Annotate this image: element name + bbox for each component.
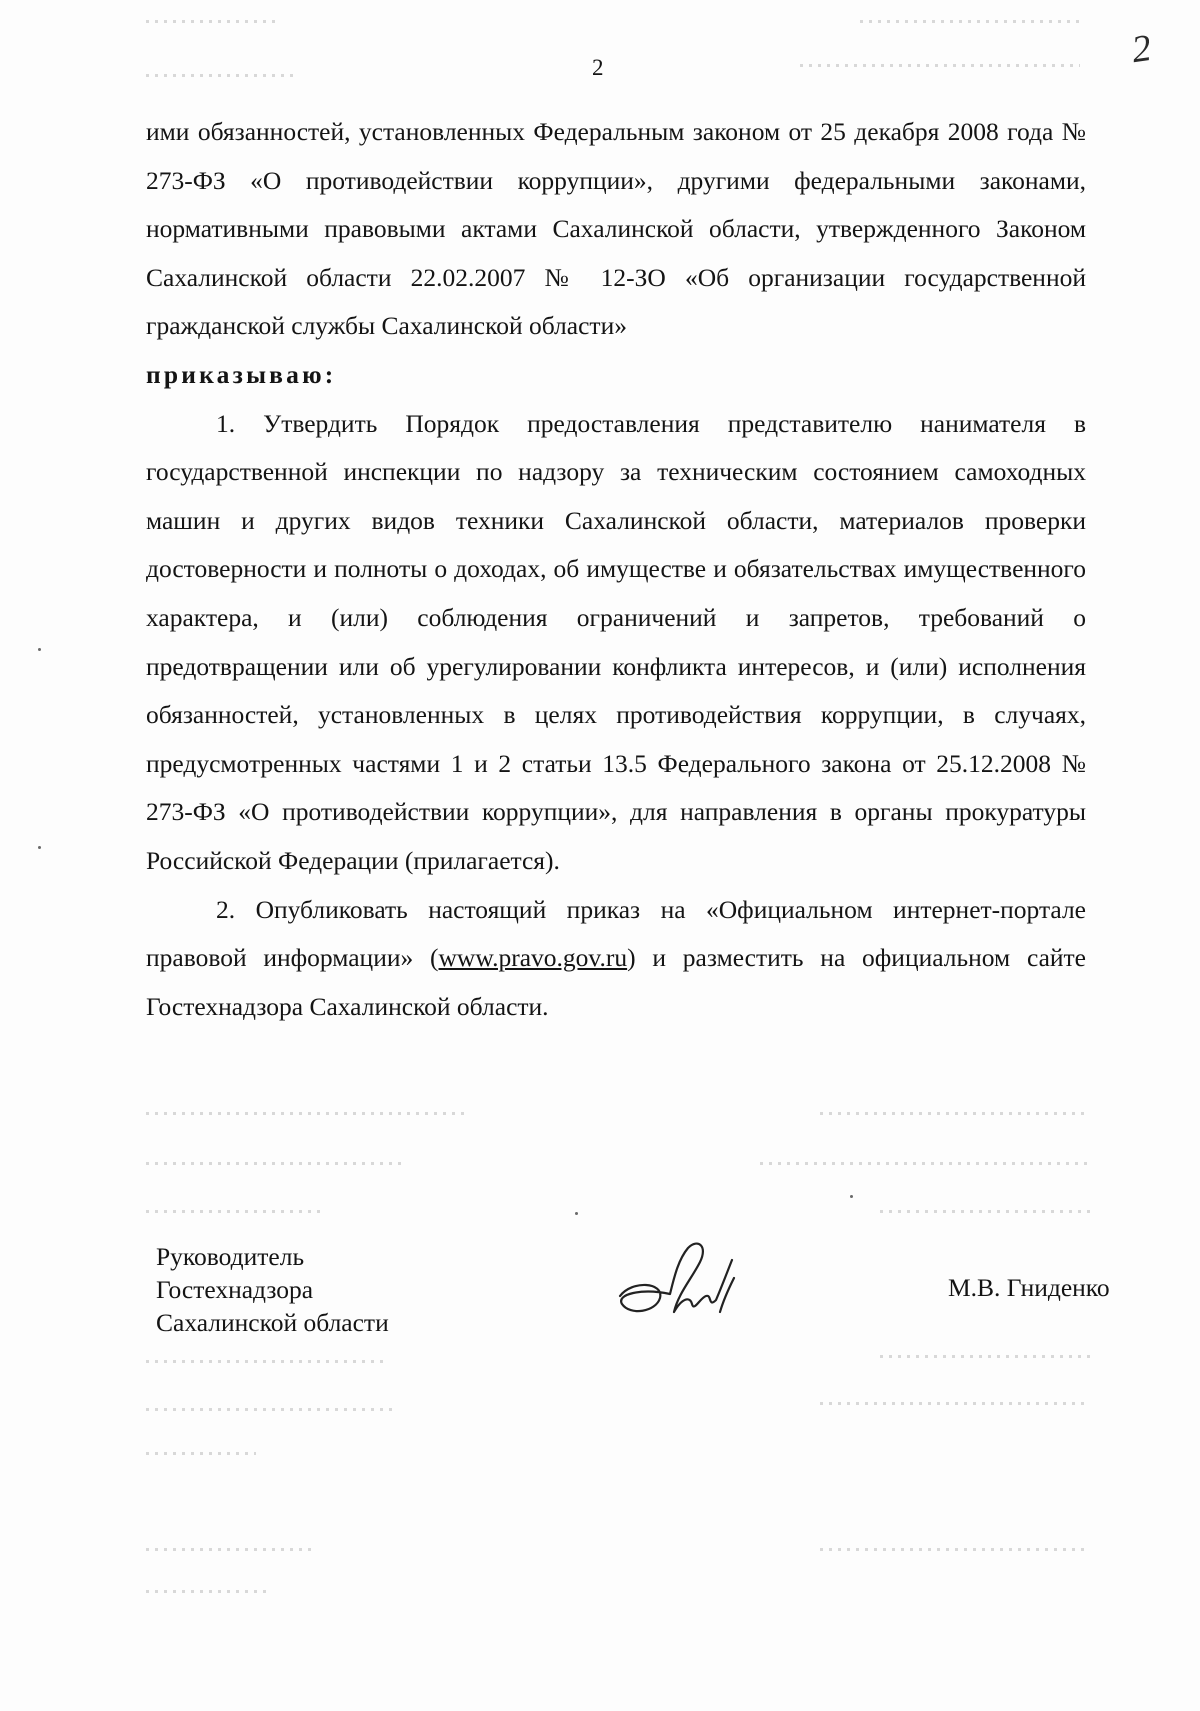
handwritten-page-number: 2 [1129, 26, 1154, 72]
scan-dot [850, 1195, 853, 1198]
scan-noise [146, 1210, 326, 1213]
signatory-position [156, 1240, 389, 1339]
scan-noise [146, 1548, 316, 1551]
order-item-2-text-start: 2. Опубликовать настоящий приказ на «Официальном интернет-портале правовой информации» ( [146, 894, 1086, 973]
signatory-position-line: Гостехнадзора [156, 1275, 314, 1304]
scan-noise [800, 64, 1080, 67]
page-number: 2 [592, 55, 604, 80]
order-item-2 [146, 886, 1086, 1032]
scan-noise [760, 1162, 1090, 1165]
scan-noise [880, 1355, 1090, 1358]
signer-name: М.В. Гниденко [948, 1273, 1110, 1302]
scan-noise [146, 1452, 256, 1455]
order-item-2-text-end: ) и разместить на официальном сайте Гостехнадзора Сахалинской области. [146, 943, 1087, 1021]
signatory-position-line: Сахалинской области [156, 1308, 389, 1337]
order-word: приказываю: [146, 359, 337, 389]
handwritten-signature [612, 1238, 737, 1338]
scan-dot [575, 1212, 578, 1215]
scan-dot [38, 648, 41, 651]
scan-noise [146, 1162, 406, 1165]
signatory-position-line: Руководитель [156, 1242, 305, 1271]
scan-noise [146, 74, 296, 77]
scan-noise [820, 1548, 1090, 1551]
scan-noise [820, 1402, 1090, 1405]
scan-noise [146, 20, 276, 23]
scan-noise [820, 1112, 1090, 1115]
scan-noise [146, 1590, 266, 1593]
scan-noise [146, 1112, 466, 1115]
scan-noise [146, 1360, 386, 1363]
intro-paragraph: ими обязанностей, установленных Федеральным законом от 25 декабря 2008 года № 273-ФЗ «О противодействии коррупции», другими федеральными законами, нормативными правовыми актами Сахалинской области, утвержденного Законом Сахалинской области 22.02.2007 № 12-ЗО «Об организации государственной гражданской службы Сахалинской области» [146, 117, 1086, 341]
order-item-1: 1. Утвердить Порядок предоставления представителю нанимателя в государственной инспекции по надзору за техническим состоянием самоходных машин и других видов техники Сахалинской области, материалов проверки достоверности и полноты о доходах, об имуществе и обязательствах имущественного характера, и (или) соблюдения ограничений и запретов, требований о предотвращении или об урегулировании конфликта интересов, и (или) исполнения обязанностей, установленных в целях противодействия коррупции, в случаях, предусмотренных частями 1 и 2 статьи 13.5 Федерального закона от 25.12.2008 № 273-ФЗ «О противодействии коррупции», для направления в органы прокуратуры Российской Федерации (прилагается). [146, 408, 1086, 875]
scan-noise [860, 20, 1080, 23]
document-body [146, 108, 1086, 1031]
pravo-gov-link[interactable]: www.pravo.gov.ru [438, 943, 628, 973]
scan-noise [146, 1408, 396, 1411]
scan-noise [880, 1210, 1090, 1213]
scan-dot [38, 846, 41, 849]
